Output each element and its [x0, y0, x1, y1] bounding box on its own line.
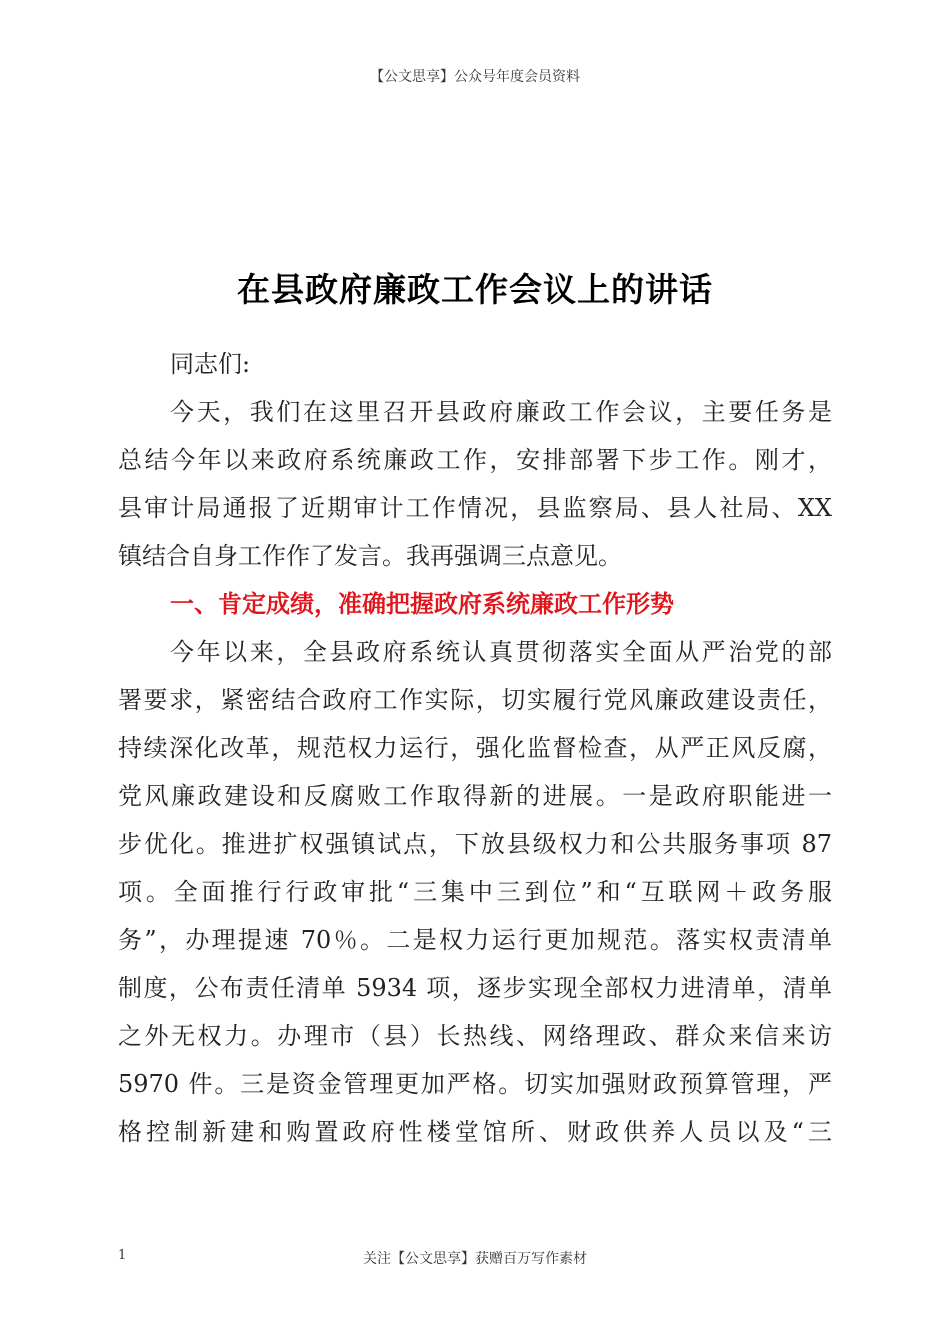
paragraph-line: 今年以来，全县政府系统认真贯彻落实全面从严治党的部	[170, 638, 832, 666]
paragraph-line: 县审计局通报了近期审计工作情况，县监察局、县人社局、XX	[118, 494, 832, 522]
page-footer: 关注【公文思享】获赠百万写作素材	[363, 1251, 587, 1267]
paragraph-line: 党风廉政建设和反腐败工作取得新的进展。一是政府职能进一	[118, 782, 832, 810]
paragraph-line: 步优化。推进扩权强镇试点，下放县级权力和公共服务事项 87	[118, 830, 832, 858]
paragraph-line: 务”，办理提速 70％。二是权力运行更加规范。落实权责清单	[118, 926, 832, 954]
document-title: 在县政府廉政工作会议上的讲话	[237, 270, 713, 309]
paragraph-line: 项。全面推行行政审批“三集中三到位”和“互联网＋政务服	[118, 878, 832, 906]
paragraph-line: 署要求，紧密结合政府工作实际，切实履行党风廉政建设责任，	[118, 686, 832, 714]
salutation: 同志们:	[170, 350, 251, 378]
paragraph-line: 制度，公布责任清单 5934 项，逐步实现全部权力进清单，清单	[118, 974, 832, 1002]
page-header: 【公文思享】公众号年度会员资料	[370, 69, 580, 85]
paragraph-line: 之外无权力。办理市（县）长热线、网络理政、群众来信来访	[118, 1022, 832, 1050]
paragraph-line: 今天，我们在这里召开县政府廉政工作会议，主要任务是	[170, 398, 832, 426]
paragraph-line: 总结今年以来政府系统廉政工作，安排部署下步工作。刚才，	[118, 446, 832, 474]
paragraph-line: 镇结合自身工作作了发言。我再强调三点意见。	[118, 542, 622, 570]
page-number: 1	[118, 1248, 127, 1263]
paragraph-line: 格控制新建和购置政府性楼堂馆所、财政供养人员以及“三	[118, 1118, 832, 1146]
document-body	[118, 340, 832, 1156]
paragraph-line: 5970 件。三是资金管理更加严格。切实加强财政预算管理，严	[118, 1070, 832, 1098]
paragraph-line: 持续深化改革，规范权力运行，强化监督检查，从严正风反腐，	[118, 734, 832, 762]
section-heading: 一、肯定成绩，准确把握政府系统廉政工作形势	[170, 589, 674, 618]
